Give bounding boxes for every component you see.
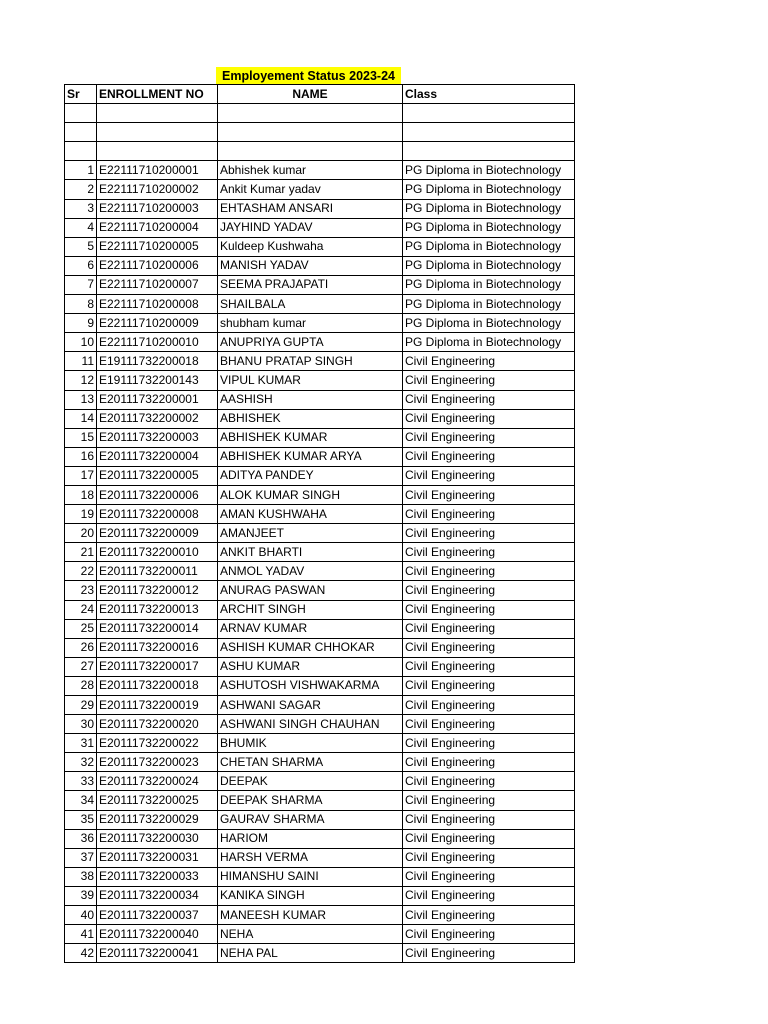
cell-name: Kuldeep Kushwaha (218, 237, 403, 256)
cell-sr: 34 (65, 791, 97, 810)
table-row (65, 161, 575, 180)
cell-class: PG Diploma in Biotechnology (403, 333, 575, 352)
cell-class: Civil Engineering (403, 734, 575, 753)
cell-name: AMANJEET (218, 524, 403, 543)
cell-sr: 22 (65, 562, 97, 581)
cell-sr: 26 (65, 638, 97, 657)
cell-enrollment: E20111732200029 (97, 810, 218, 829)
cell-enrollment: E20111732200034 (97, 886, 218, 905)
table-row (65, 715, 575, 734)
header-enrollment: ENROLLMENT NO (97, 85, 218, 104)
cell-class: Civil Engineering (403, 810, 575, 829)
blank-cell (97, 142, 218, 161)
cell-sr: 39 (65, 886, 97, 905)
cell-enrollment: E22111710200003 (97, 199, 218, 218)
cell-name: CHETAN SHARMA (218, 753, 403, 772)
cell-enrollment: E20111732200023 (97, 753, 218, 772)
blank-cell (218, 142, 403, 161)
cell-class: Civil Engineering (403, 505, 575, 524)
table-row (65, 180, 575, 199)
header-name: NAME (218, 85, 403, 104)
cell-class: Civil Engineering (403, 715, 575, 734)
cell-class: PG Diploma in Biotechnology (403, 180, 575, 199)
cell-sr: 18 (65, 485, 97, 504)
cell-name: AASHISH (218, 390, 403, 409)
table-row (65, 409, 575, 428)
table-row (65, 199, 575, 218)
cell-name: VIPUL KUMAR (218, 371, 403, 390)
cell-enrollment: E20111732200001 (97, 390, 218, 409)
cell-enrollment: E20111732200041 (97, 944, 218, 963)
cell-enrollment: E20111732200031 (97, 848, 218, 867)
cell-class: Civil Engineering (403, 791, 575, 810)
cell-enrollment: E22111710200007 (97, 275, 218, 294)
table-row (65, 810, 575, 829)
cell-sr: 15 (65, 428, 97, 447)
cell-sr: 12 (65, 371, 97, 390)
blank-cell (403, 104, 575, 123)
cell-enrollment: E19111732200018 (97, 352, 218, 371)
cell-sr: 33 (65, 772, 97, 791)
cell-name: ABHISHEK (218, 409, 403, 428)
cell-enrollment: E20111732200037 (97, 906, 218, 925)
cell-sr: 24 (65, 600, 97, 619)
cell-sr: 20 (65, 524, 97, 543)
blank-cell (218, 123, 403, 142)
cell-class: PG Diploma in Biotechnology (403, 199, 575, 218)
cell-enrollment: E22111710200001 (97, 161, 218, 180)
blank-cell (97, 123, 218, 142)
table-row (65, 390, 575, 409)
cell-enrollment: E22111710200004 (97, 218, 218, 237)
cell-enrollment: E20111732200014 (97, 619, 218, 638)
cell-name: ADITYA PANDEY (218, 466, 403, 485)
cell-name: ARNAV KUMAR (218, 619, 403, 638)
cell-sr: 30 (65, 715, 97, 734)
cell-class: Civil Engineering (403, 906, 575, 925)
cell-enrollment: E22111710200010 (97, 333, 218, 352)
cell-class: Civil Engineering (403, 848, 575, 867)
table-row (65, 466, 575, 485)
cell-name: KANIKA SINGH (218, 886, 403, 905)
blank-cell (65, 123, 97, 142)
cell-enrollment: E20111732200040 (97, 925, 218, 944)
cell-name: MANEESH KUMAR (218, 906, 403, 925)
cell-sr: 7 (65, 275, 97, 294)
cell-enrollment: E22111710200005 (97, 237, 218, 256)
cell-sr: 29 (65, 696, 97, 715)
cell-enrollment: E20111732200004 (97, 447, 218, 466)
table-row (65, 524, 575, 543)
cell-name: AMAN KUSHWAHA (218, 505, 403, 524)
cell-class: Civil Engineering (403, 944, 575, 963)
cell-name: ASHISH KUMAR CHHOKAR (218, 638, 403, 657)
cell-name: HARIOM (218, 829, 403, 848)
cell-name: ARCHIT SINGH (218, 600, 403, 619)
cell-sr: 37 (65, 848, 97, 867)
table-row (65, 696, 575, 715)
cell-enrollment: E20111732200009 (97, 524, 218, 543)
blank-cell (97, 104, 218, 123)
table-row (65, 734, 575, 753)
cell-class: Civil Engineering (403, 447, 575, 466)
cell-sr: 27 (65, 657, 97, 676)
cell-enrollment: E20111732200019 (97, 696, 218, 715)
cell-class: Civil Engineering (403, 925, 575, 944)
cell-name: ANKIT BHARTI (218, 543, 403, 562)
cell-sr: 1 (65, 161, 97, 180)
cell-class: Civil Engineering (403, 543, 575, 562)
cell-name: SEEMA PRAJAPATI (218, 275, 403, 294)
cell-class: Civil Engineering (403, 390, 575, 409)
table-row (65, 829, 575, 848)
cell-sr: 17 (65, 466, 97, 485)
cell-enrollment: E20111732200003 (97, 428, 218, 447)
cell-sr: 11 (65, 352, 97, 371)
cell-class: Civil Engineering (403, 562, 575, 581)
cell-enrollment: E20111732200024 (97, 772, 218, 791)
cell-enrollment: E22111710200002 (97, 180, 218, 199)
table-row (65, 886, 575, 905)
cell-name: Ankit Kumar yadav (218, 180, 403, 199)
cell-name: BHUMIK (218, 734, 403, 753)
cell-class: Civil Engineering (403, 428, 575, 447)
cell-name: BHANU PRATAP SINGH (218, 352, 403, 371)
employment-table (64, 84, 575, 963)
cell-class: Civil Engineering (403, 466, 575, 485)
cell-sr: 41 (65, 925, 97, 944)
cell-enrollment: E20111732200020 (97, 715, 218, 734)
cell-enrollment: E22111710200009 (97, 314, 218, 333)
table-row (65, 505, 575, 524)
cell-name: DEEPAK (218, 772, 403, 791)
cell-class: Civil Engineering (403, 657, 575, 676)
cell-class: PG Diploma in Biotechnology (403, 295, 575, 314)
cell-name: ABHISHEK KUMAR ARYA (218, 447, 403, 466)
cell-enrollment: E20111732200013 (97, 600, 218, 619)
cell-sr: 14 (65, 409, 97, 428)
cell-name: ANMOL YADAV (218, 562, 403, 581)
cell-name: MANISH YADAV (218, 256, 403, 275)
cell-sr: 21 (65, 543, 97, 562)
blank-cell (65, 104, 97, 123)
blank-cell (403, 123, 575, 142)
cell-class: Civil Engineering (403, 352, 575, 371)
cell-name: ASHU KUMAR (218, 657, 403, 676)
cell-sr: 23 (65, 581, 97, 600)
cell-enrollment: E20111732200008 (97, 505, 218, 524)
table-row (65, 581, 575, 600)
blank-row (65, 142, 575, 161)
table-row (65, 867, 575, 886)
table-row (65, 333, 575, 352)
cell-name: ASHWANI SINGH CHAUHAN (218, 715, 403, 734)
table-row (65, 753, 575, 772)
table-row (65, 275, 575, 294)
cell-enrollment: E20111732200022 (97, 734, 218, 753)
cell-sr: 2 (65, 180, 97, 199)
cell-class: Civil Engineering (403, 696, 575, 715)
cell-class: Civil Engineering (403, 829, 575, 848)
cell-sr: 16 (65, 447, 97, 466)
cell-class: Civil Engineering (403, 619, 575, 638)
table-row (65, 485, 575, 504)
cell-sr: 3 (65, 199, 97, 218)
cell-class: PG Diploma in Biotechnology (403, 218, 575, 237)
table-row (65, 428, 575, 447)
sheet-title: Employement Status 2023-24 (216, 67, 401, 85)
table-row (65, 944, 575, 963)
cell-class: Civil Engineering (403, 867, 575, 886)
cell-name: JAYHIND YADAV (218, 218, 403, 237)
table-row (65, 848, 575, 867)
cell-class: Civil Engineering (403, 753, 575, 772)
cell-class: PG Diploma in Biotechnology (403, 256, 575, 275)
cell-enrollment: E20111732200012 (97, 581, 218, 600)
table-row (65, 657, 575, 676)
cell-name: Abhishek kumar (218, 161, 403, 180)
cell-enrollment: E20111732200018 (97, 676, 218, 695)
table-row (65, 543, 575, 562)
cell-sr: 32 (65, 753, 97, 772)
blank-cell (218, 104, 403, 123)
blank-cell (65, 142, 97, 161)
cell-sr: 6 (65, 256, 97, 275)
cell-sr: 35 (65, 810, 97, 829)
cell-name: NEHA PAL (218, 944, 403, 963)
cell-enrollment: E20111732200002 (97, 409, 218, 428)
cell-class: Civil Engineering (403, 485, 575, 504)
table-row (65, 314, 575, 333)
cell-class: Civil Engineering (403, 409, 575, 428)
cell-enrollment: E19111732200143 (97, 371, 218, 390)
cell-enrollment: E22111710200006 (97, 256, 218, 275)
cell-sr: 42 (65, 944, 97, 963)
cell-enrollment: E20111732200025 (97, 791, 218, 810)
header-row (65, 85, 575, 104)
table-row (65, 447, 575, 466)
table-row (65, 371, 575, 390)
table-row (65, 295, 575, 314)
cell-sr: 8 (65, 295, 97, 314)
cell-sr: 25 (65, 619, 97, 638)
blank-row (65, 123, 575, 142)
cell-enrollment: E20111732200016 (97, 638, 218, 657)
cell-name: NEHA (218, 925, 403, 944)
cell-class: Civil Engineering (403, 676, 575, 695)
cell-name: ALOK KUMAR SINGH (218, 485, 403, 504)
cell-class: Civil Engineering (403, 600, 575, 619)
cell-sr: 10 (65, 333, 97, 352)
cell-name: ANURAG PASWAN (218, 581, 403, 600)
cell-sr: 28 (65, 676, 97, 695)
blank-row (65, 104, 575, 123)
cell-enrollment: E20111732200006 (97, 485, 218, 504)
table-row (65, 352, 575, 371)
cell-class: Civil Engineering (403, 886, 575, 905)
cell-enrollment: E20111732200011 (97, 562, 218, 581)
cell-name: ASHWANI SAGAR (218, 696, 403, 715)
table-row (65, 772, 575, 791)
cell-name: ANUPRIYA GUPTA (218, 333, 403, 352)
table-row (65, 600, 575, 619)
cell-class: Civil Engineering (403, 581, 575, 600)
table-row (65, 218, 575, 237)
cell-class: Civil Engineering (403, 371, 575, 390)
cell-sr: 36 (65, 829, 97, 848)
table-row (65, 619, 575, 638)
cell-name: GAURAV SHARMA (218, 810, 403, 829)
cell-sr: 9 (65, 314, 97, 333)
cell-sr: 5 (65, 237, 97, 256)
table-row (65, 638, 575, 657)
cell-enrollment: E20111732200033 (97, 867, 218, 886)
cell-class: PG Diploma in Biotechnology (403, 275, 575, 294)
cell-class: Civil Engineering (403, 638, 575, 657)
cell-sr: 4 (65, 218, 97, 237)
table-row (65, 676, 575, 695)
table-row (65, 562, 575, 581)
cell-enrollment: E20111732200010 (97, 543, 218, 562)
header-sr: Sr (65, 85, 97, 104)
cell-enrollment: E20111732200005 (97, 466, 218, 485)
cell-enrollment: E20111732200017 (97, 657, 218, 676)
table-row (65, 906, 575, 925)
cell-name: EHTASHAM ANSARI (218, 199, 403, 218)
table-row (65, 237, 575, 256)
cell-name: HARSH VERMA (218, 848, 403, 867)
cell-class: Civil Engineering (403, 524, 575, 543)
cell-name: SHAILBALA (218, 295, 403, 314)
table-row (65, 791, 575, 810)
cell-sr: 31 (65, 734, 97, 753)
cell-class: Civil Engineering (403, 772, 575, 791)
blank-cell (403, 142, 575, 161)
cell-class: PG Diploma in Biotechnology (403, 237, 575, 256)
cell-name: DEEPAK SHARMA (218, 791, 403, 810)
table-row (65, 925, 575, 944)
cell-class: PG Diploma in Biotechnology (403, 314, 575, 333)
cell-enrollment: E20111732200030 (97, 829, 218, 848)
cell-name: ASHUTOSH VISHWAKARMA (218, 676, 403, 695)
cell-sr: 13 (65, 390, 97, 409)
cell-sr: 40 (65, 906, 97, 925)
table-body (65, 104, 575, 963)
cell-sr: 19 (65, 505, 97, 524)
cell-name: shubham kumar (218, 314, 403, 333)
cell-sr: 38 (65, 867, 97, 886)
table-row (65, 256, 575, 275)
cell-class: PG Diploma in Biotechnology (403, 161, 575, 180)
cell-enrollment: E22111710200008 (97, 295, 218, 314)
cell-name: ABHISHEK KUMAR (218, 428, 403, 447)
cell-name: HIMANSHU SAINI (218, 867, 403, 886)
header-class: Class (403, 85, 575, 104)
